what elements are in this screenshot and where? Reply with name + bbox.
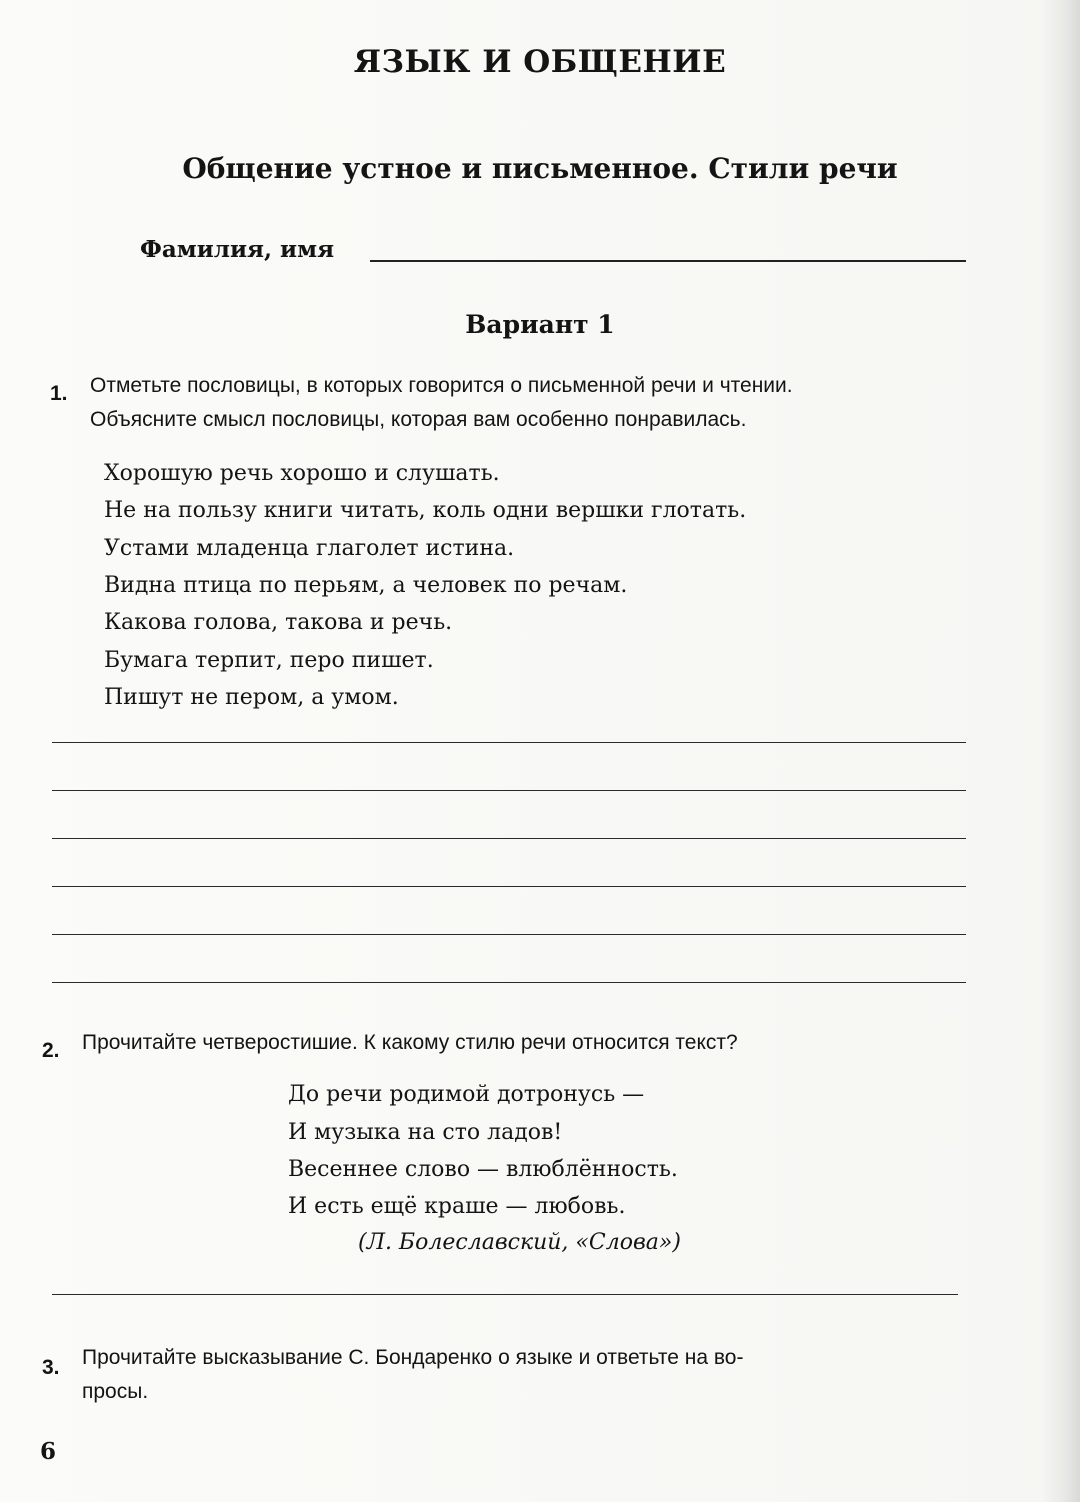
poem-author: (Л. Болеславский, «Слова») bbox=[358, 1230, 681, 1255]
page-edge-shadow bbox=[1040, 0, 1080, 1502]
task2-answer-line[interactable] bbox=[52, 1294, 958, 1295]
name-answer-line[interactable] bbox=[370, 260, 966, 262]
lesson-title: Общение устное и письменное. Стили речи bbox=[182, 152, 898, 185]
task1-number: 1. bbox=[50, 382, 68, 405]
poem-line: И музыка на сто ладов! bbox=[288, 1120, 563, 1145]
poem-line: И есть ещё краше — любовь. bbox=[288, 1194, 626, 1219]
task1-instruction-line1: Отметьте пословицы, в которых говорится о письменной речи и чтении. bbox=[90, 374, 793, 397]
proverb-item: Хорошую речь хорошо и слушать. bbox=[104, 461, 500, 486]
task3-number: 3. bbox=[42, 1356, 60, 1379]
proverb-item: Видна птица по перьям, а человек по речам. bbox=[104, 573, 628, 598]
task1-answer-line-2[interactable] bbox=[52, 790, 966, 791]
proverb-item: Пишут не пером, а умом. bbox=[104, 685, 399, 710]
task1-answer-line-4[interactable] bbox=[52, 886, 966, 887]
task2-number: 2. bbox=[42, 1039, 60, 1062]
poem-line: До речи родимой дотронусь — bbox=[288, 1082, 645, 1107]
page-number: 6 bbox=[40, 1438, 57, 1465]
variant-heading: Вариант 1 bbox=[465, 310, 615, 339]
proverb-item: Не на пользу книги читать, коль одни вершки глотать. bbox=[104, 498, 747, 523]
poem-line: Весеннее слово — влюблённость. bbox=[288, 1157, 678, 1182]
task2-instruction: Прочитайте четверостишие. К какому стилю речи относится текст? bbox=[82, 1031, 738, 1054]
name-label: Фамилия, имя bbox=[140, 236, 335, 263]
proverb-item: Устами младенца глаголет истина. bbox=[104, 536, 515, 561]
task1-answer-line-3[interactable] bbox=[52, 838, 966, 839]
task1-answer-line-1[interactable] bbox=[52, 742, 966, 743]
task3-instruction-line1: Прочитайте высказывание С. Бондаренко о языке и ответьте на во- bbox=[82, 1346, 744, 1369]
task1-instruction-line2: Объясните смысл пословицы, которая вам особенно понравилась. bbox=[90, 408, 747, 431]
proverb-item: Какова голова, такова и речь. bbox=[104, 610, 453, 635]
task1-answer-line-6[interactable] bbox=[52, 982, 966, 983]
section-title: ЯЗЫК И ОБЩЕНИЕ bbox=[353, 44, 727, 80]
task1-answer-line-5[interactable] bbox=[52, 934, 966, 935]
proverb-item: Бумага терпит, перо пишет. bbox=[104, 648, 434, 673]
task3-instruction-line2: просы. bbox=[82, 1380, 149, 1403]
